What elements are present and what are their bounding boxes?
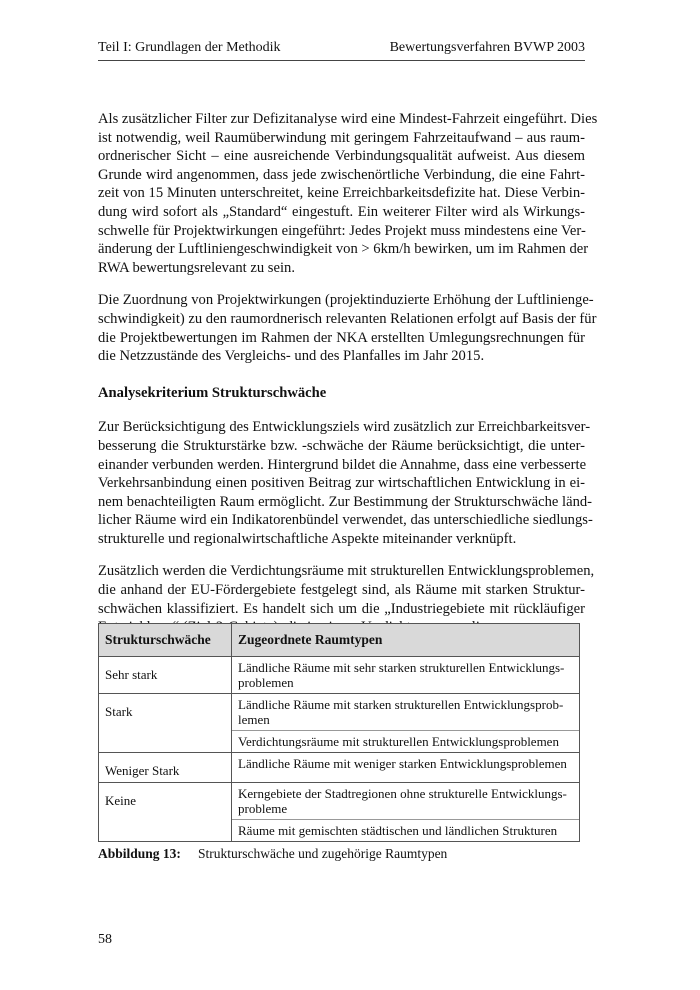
page-number: 58 [98,932,112,947]
text-line: schwächen klassifiziert. Es handelt sich um die „Industriegebiete mit rückläufiger [98,600,585,617]
table-row [99,753,580,783]
strukturschwaeche-cell: Stark [99,694,232,753]
raumtypen-cell [232,783,580,842]
raumtyp-entry: Ländliche Räume mit weniger starken Entwicklungsproblemen [238,756,567,771]
text-line: Zusätzlich werden die Verdichtungsräume mit strukturellen Entwicklungsproblemen, [98,563,595,580]
body-text [98,110,598,651]
raumtyp-entry: Verdichtungsräume mit strukturellen Entwicklungsproblemen [232,730,579,752]
strukturschwaeche-cell: Weniger Stark [99,753,232,783]
header-right: Bewertungsverfahren BVWP 2003 [389,40,585,55]
paragraph-1 [98,110,598,277]
text-line: Zur Berücksichtigung des Entwicklungsziels wird zusätzlich zur Erreichbarkeitsver- [98,419,591,436]
text-line: dung wird sofort als „Standard“ eingestuft. Ein weiterer Filter wird als Wirkungs- [98,203,585,220]
text-line: Als zusätzlicher Filter zur Defizitanalyse wird eine Mindest-Fahrzeit eingeführt. Dies [98,111,598,127]
text-line: nem benachteiligten Raum ermöglicht. Zur Bestimmung der Strukturschwäche länd- [98,493,593,510]
strukturschwaeche-cell: Keine [99,783,232,842]
text-line: änderung der Luftliniengeschwindigkeit von > 6km/h bewirken, um im Rahmen der [98,241,589,258]
figure-caption [98,846,447,862]
text-line: Die Zuordnung von Projektwirkungen (projektinduzierte Erhöhung der Luftlinienge- [98,292,594,309]
table-header-row [99,624,580,657]
text-line: Grunde wird angenommen, dass jede zwischenörtliche Verbindung, die eine Fahrt- [98,166,585,183]
text-line: zeit von 15 Minuten unterschreitet, keine Erreichbarkeitsdefizite hat. Diese Verbin- [98,185,585,202]
text-line: ordnerischer Sicht – eine ausreichende Verbindungsqualität aufweist. Aus diesem [98,148,585,165]
table-row [99,657,580,694]
raumtyp-entry: Ländliche Räume mit sehr starken strukturellen Entwicklungs- problemen [238,660,565,690]
running-header [98,40,585,61]
text-line: licher Räume wird ein Indikatorenbündel verwendet, das unterschiedliche siedlungs- [98,512,593,529]
caption-label: Abbildung 13: [98,846,181,861]
raumtyp-entry: Räume mit gemischten städtischen und ländlichen Strukturen [232,819,579,841]
strukturschwaeche-cell: Sehr stark [99,657,232,694]
raumtyp-entry: Kerngebiete der Stadtregionen ohne strukturelle Entwicklungs- probleme [238,786,567,816]
caption-text: Strukturschwäche und zugehörige Raumtypen [198,846,448,861]
paragraph-3 [98,418,593,548]
text-line: ist notwendig, weil Raumüberwindung mit geringem Fahrzeitaufwand – aus raum- [98,129,585,146]
structure-table [98,623,580,842]
text-line: Verkehrsanbindung einen positiven Beitrag zur wirtschaftlichen Entwicklung in ei- [98,475,585,492]
raumtypen-cell [232,753,580,783]
text-line: einander verbunden werden. Hintergrund bildet die Annahme, dass eine verbesserte [98,456,587,473]
text-line: die anhand der EU-Fördergebiete festgelegt sind, als Räume mit starken Struktur- [98,582,585,599]
raumtypen-cell [232,694,580,753]
text-line: die Projektbewertungen im Rahmen der NKA erstellten Umlegungsrechnungen für [98,329,585,346]
text-line: besserung die Strukturstärke bzw. -schwäche der Räume berücksichtigt, die unter- [98,437,585,454]
text-line: schwelle für Projektwirkungen eingeführt: Jedes Projekt muss mindestens eine Ver- [98,222,586,239]
raumtypen-cell [232,657,580,694]
table-row [99,783,580,842]
table-row [99,694,580,753]
column-header: Zugeordnete Raumtypen [232,624,580,657]
text-line: schwindigkeit) zu den raumordnerisch relevanten Relationen erfolgt auf Basis der für [98,310,597,327]
text-line: RWA bewertungsrelevant zu sein. [98,259,295,276]
header-left: Teil I: Grundlagen der Methodik [98,40,281,55]
section-heading: Analysekriterium Strukturschwäche [98,384,327,401]
text-line: die Netzzustände des Vergleichs- und des Planfalles im Jahr 2015. [98,348,485,365]
paragraph-2 [98,291,597,365]
column-header: Strukturschwäche [99,624,232,657]
text-line: strukturelle und regionalwirtschaftliche Aspekte miteinander verknüpft. [98,530,517,547]
raumtyp-entry: Ländliche Räume mit starken strukturellen Entwicklungsprob- lemen [238,697,564,727]
